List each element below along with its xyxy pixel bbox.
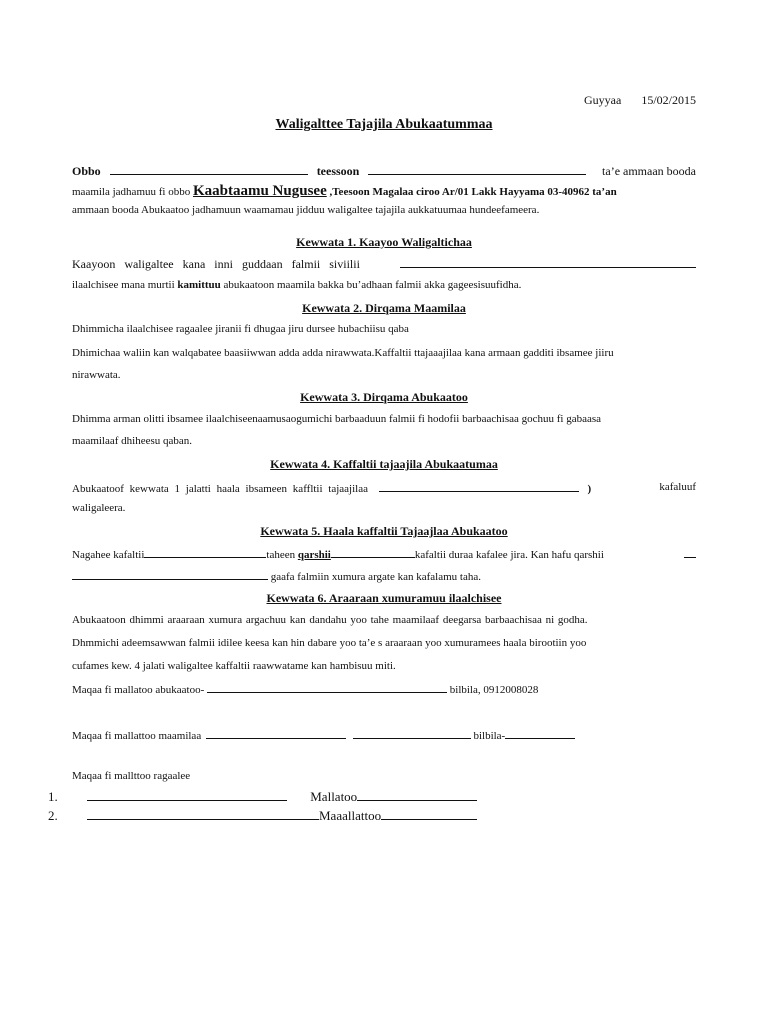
client-signature-line xyxy=(72,728,696,742)
section-1-line-2 xyxy=(72,279,696,291)
section-5-line-1-d: kafaltii duraa kafalee jira. Kan hafu qarshii xyxy=(414,549,604,561)
client-name-signature-blank[interactable] xyxy=(206,728,346,739)
witness-row-1 xyxy=(48,789,477,805)
receipt-number-blank[interactable] xyxy=(144,547,266,558)
client-signature-blank[interactable] xyxy=(353,728,471,739)
witness-2-sign-label: Maaallattoo xyxy=(319,808,382,823)
date-value: 15/02/2015 xyxy=(641,93,696,107)
section-5-heading: Kewwata 5. Haala kaffaltii Tajaajlaa Abukaatoo xyxy=(260,524,508,538)
section-1-line-1-text: Kaayoon waligaltee kana inni guddaan falmii siviilii xyxy=(72,257,360,271)
lawyer-signature-line xyxy=(72,682,696,696)
section-6-line-2: Dhmmichi adeemsawwan falmii idilee keesa kan hin dabare yoo ta’e s araaraan yoo xumuramees haala birootiin yoo xyxy=(72,637,587,649)
section-5-line-1 xyxy=(72,547,696,561)
court-name-blank[interactable] xyxy=(400,257,696,268)
remaining-amount-blank-start[interactable] xyxy=(684,547,696,558)
document-title: Waligalttee Tajajila Abukaatummaa xyxy=(275,117,493,132)
lawyer-phone: bilbila, 0912008028 xyxy=(449,684,539,696)
witness-row-2 xyxy=(48,808,477,824)
intro-line-2-start: maamila jadhamuu fi obbo xyxy=(72,186,191,198)
client-phone-blank[interactable] xyxy=(505,728,575,739)
section-4-line-1-c: kafaluuf xyxy=(659,481,696,493)
witness-1-number: 1. xyxy=(48,789,58,804)
section-2-line-3: nirawwata. xyxy=(72,369,121,381)
witness-1-sign-label: Mallatoo xyxy=(310,789,358,804)
section-3-heading: Kewwata 3. Dirqama Abukaatoo xyxy=(300,390,468,404)
client-name-blank[interactable] xyxy=(110,164,308,175)
client-phone-label: bilbila- xyxy=(473,730,506,742)
intro-line-1-tail: ta’e ammaan booda xyxy=(602,164,696,178)
lawyer-signature-label: Maqaa fi mallatoo abukaatoo- xyxy=(72,684,205,696)
intro-line-1 xyxy=(72,164,696,179)
section-6-heading: Kewwata 6. Araaraan xumuramuu ilaalchisee xyxy=(266,591,502,605)
section-5-line-1-a: Nagahee kafaltii xyxy=(72,549,145,561)
date-line xyxy=(584,93,696,108)
section-1-line-1 xyxy=(72,257,696,272)
section-4-heading: Kewwata 4. Kaffaltii tajaajila Abukaatumaa xyxy=(270,457,498,471)
witness-1-sign-blank[interactable] xyxy=(357,790,477,801)
witness-2-sign-blank[interactable] xyxy=(381,809,477,820)
section-1-line-2-b: kamittuu xyxy=(177,279,221,291)
witness-label: Maqaa fi mallttoo ragaalee xyxy=(72,770,191,782)
teessoon-label: teessoon xyxy=(316,164,360,178)
section-1-line-2-c: abukaatoon maamila bakka bu’adhaan falmii akka gageesisuufidha. xyxy=(223,279,522,291)
advance-amount-blank[interactable] xyxy=(331,547,415,558)
section-1-heading: Kewwata 1. Kaayoo Waligaltichaa xyxy=(296,235,472,249)
section-4-line-1-a: Abukaatoof kewwata 1 jalatti haala ibsameen kaffltii tajaajilaa xyxy=(72,483,368,495)
fee-amount-blank[interactable] xyxy=(379,481,579,492)
section-1-line-2-a: ilaalchisee mana murtii xyxy=(72,279,175,291)
section-4-line-1 xyxy=(72,481,696,495)
section-6-line-3: cufames kew. 4 jalati waligaltee kaffaltii raawwatame kan hambisuu miti. xyxy=(72,660,396,672)
client-signature-label: Maqaa fi mallattoo maamilaa xyxy=(72,730,202,742)
client-address-blank[interactable] xyxy=(368,164,586,175)
section-4-line-2: waligaleera. xyxy=(72,502,126,514)
section-2-line-2: Dhimichaa waliin kan walqabatee baasiiwwan adda adda nirawwata.Kaffaltii ttajaaajilaa kana armaan gadditi ibsamee jiiru xyxy=(72,347,614,359)
obbo-label: Obbo xyxy=(72,164,101,178)
witness-1-name-blank[interactable] xyxy=(87,790,287,801)
section-4-paren: ) xyxy=(587,483,592,495)
intro-line-3: ammaan booda Abukaatoo jadhamuun waamamau jidduu waligaltee tajajila aukkatuumaa hundeefameera. xyxy=(72,204,540,216)
intro-line-2-rest: ,Teesoon Magalaa ciroo Ar/01 Lakk Hayyama 03-40962 ta’an xyxy=(329,186,617,198)
remaining-amount-blank[interactable] xyxy=(72,569,268,580)
section-5-line-2-text: gaafa falmiin xumura argate kan kafalamu taha. xyxy=(270,571,481,583)
section-2-heading: Kewwata 2. Dirqama Maamilaa xyxy=(302,301,466,315)
intro-line-2 xyxy=(72,183,696,200)
section-6-line-1: Abukaatoon dhimmi araaraan xumura argachuu kan dandahu yoo tahe maamilaaf deegarsa barbaachisaa ni godha. xyxy=(72,614,588,626)
section-2-line-1: Dhimmicha ilaalchisee ragaalee jiranii fi dhugaa jiru dursee hubachiisu qaba xyxy=(72,323,409,335)
section-3-line-2: maamilaaf dhiheesu qaban. xyxy=(72,435,193,447)
lawyer-signature-blank[interactable] xyxy=(207,682,447,693)
witness-2-name-blank[interactable] xyxy=(87,809,319,820)
date-place-label: Guyyaa xyxy=(584,93,622,107)
section-3-line-1: Dhimma arman olitti ibsamee ilaalchiseenaamusaogumichi barbaaduun falmii fi hodofii barbaachisaa gochuu fi gabaasa xyxy=(72,413,602,425)
section-5-line-2 xyxy=(72,569,696,583)
section-5-line-1-b: taheen xyxy=(266,549,296,561)
section-5-qarshii: qarshii xyxy=(297,549,331,561)
lawyer-name: Kaabtaamu Nugusee xyxy=(192,183,327,199)
witness-2-number: 2. xyxy=(48,808,58,823)
